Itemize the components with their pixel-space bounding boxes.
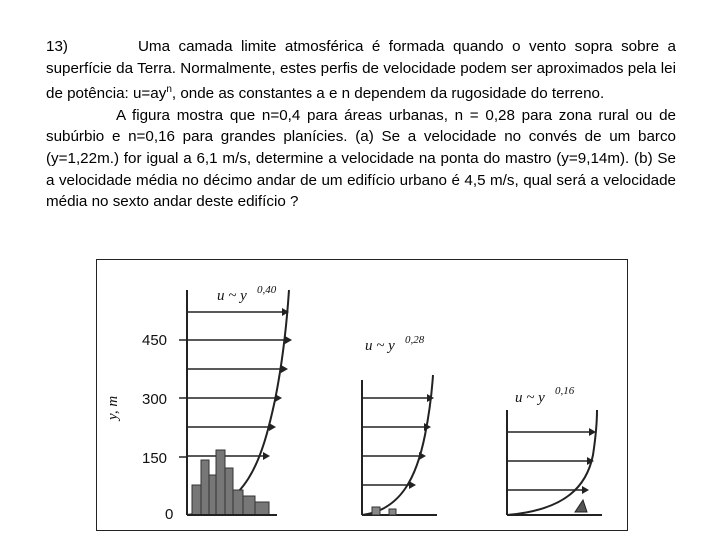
- tick-450: 450: [142, 332, 168, 349]
- tick-0: 0: [165, 506, 174, 523]
- tick-marks: [179, 340, 187, 457]
- y-axis-label: y, m: [105, 395, 121, 420]
- exponent-n: n: [166, 84, 172, 96]
- label-suburban-exp: 0,28: [405, 334, 425, 346]
- problem-text: [46, 36, 676, 213]
- tick-150: 150: [142, 450, 168, 467]
- paragraph-2-text: A figura mostra que n=0,4 para áreas urbanas, n = 0,28 para zona rural ou de subúrbio e n=0,16 para grandes planícies. (a) Se a velocidade no convés de um barco (y=1,22m.) for igual a 6,1 m/s, determine a velocidade na ponta do mastro (y=9,14m). (b) Se a velocidade média no décimo andar de um edifício urbano é 4,5 m/s, qual será a velocidade média no sexto andar deste edifício ?: [46, 106, 676, 211]
- label-plains: u ~ y: [515, 390, 545, 406]
- boat-icon: [575, 500, 587, 512]
- paragraph-1-text: Uma camada limite atmosférica é formada quando o vento sopra sobre a superfície da Terra. Normalmente, estes perfis de velocidade podem ser aproximados pela lei de potência: u=ay: [46, 38, 676, 103]
- profile-suburban: [362, 375, 434, 515]
- paragraph-2: [46, 105, 676, 213]
- label-urban-exp: 0,40: [257, 284, 277, 296]
- label-urban: u ~ y: [217, 288, 247, 304]
- paragraph-1: [46, 36, 676, 105]
- boundary-layer-figure: [96, 259, 628, 531]
- paragraph-1-end: , onde as constantes a e n dependem da rugosidade do terreno.: [171, 85, 605, 103]
- profile-plains: [507, 410, 597, 515]
- problem-number: 13): [46, 38, 68, 55]
- label-plains-exp: 0,16: [555, 385, 575, 397]
- label-suburban: u ~ y: [365, 338, 395, 354]
- figure-svg: [97, 260, 629, 532]
- tick-300: 300: [142, 391, 168, 408]
